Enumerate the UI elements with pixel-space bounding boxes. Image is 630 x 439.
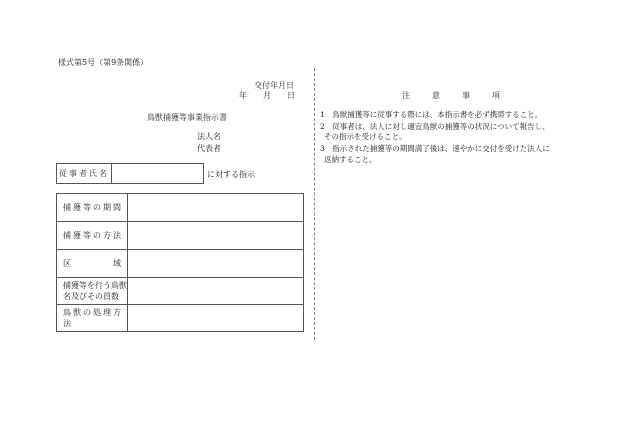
method-label: 捕獲等の方法 [57, 222, 128, 249]
species-label-line2: 名及びその員数 [63, 292, 119, 301]
worker-name-field[interactable] [112, 164, 203, 183]
species-value[interactable] [128, 278, 303, 304]
table-row-method [57, 222, 303, 250]
notes-title-char: 注 [402, 91, 410, 100]
page-divider [314, 68, 315, 340]
worker-name-box [56, 163, 204, 184]
note-1 [320, 109, 542, 120]
note-3-continuation: 返納すること。 [324, 155, 377, 164]
form-number: 様式第5号（第9条関係） [58, 58, 149, 67]
notes-title-char: 意 [432, 91, 440, 100]
document-title: 鳥獣捕獲等事業指示書 [147, 113, 227, 122]
note-number: 3 [320, 144, 325, 153]
instruction-suffix: に対する指示 [207, 170, 255, 179]
period-label: 捕獲等の期間 [57, 194, 128, 221]
note-text: 鳥獣捕獲等に従事する際には、本指示書を必ず携帯すること。 [332, 110, 543, 119]
note-number: 1 [320, 110, 325, 119]
year-label: 年 [239, 91, 247, 100]
note-3 [320, 143, 550, 154]
method-value[interactable] [128, 222, 303, 249]
notes-title-char: 事 [462, 91, 470, 100]
notes-title [402, 90, 522, 101]
period-value[interactable] [128, 194, 303, 221]
table-row-species [57, 278, 303, 305]
corporation-name-label: 法人名 [197, 132, 221, 141]
disposal-value[interactable] [128, 305, 303, 331]
day-label: 日 [287, 91, 295, 100]
table-row-disposal [57, 305, 303, 331]
instruction-table [56, 193, 304, 332]
note-text: 指示された捕獲等の期間満了後は、速やかに交付を受けた法人に [332, 144, 550, 153]
table-row-area [57, 250, 303, 278]
disposal-label: 鳥獣の処理方法 [57, 305, 128, 331]
area-value[interactable] [128, 250, 303, 277]
month-label: 月 [263, 91, 271, 100]
table-row-period [57, 194, 303, 222]
species-label [57, 278, 128, 304]
area-label: 区 域 [57, 250, 128, 277]
note-number: 2 [320, 122, 325, 131]
notes-title-char: 項 [492, 91, 500, 100]
issue-date-label: 交付年月日 [254, 81, 294, 90]
note-text: 従事者は、法人に対し適宜鳥獣の捕獲等の状況について報告し、 [332, 122, 550, 131]
worker-name-label: 従事者氏名 [57, 164, 112, 183]
note-2-continuation: その指示を受けること。 [324, 132, 407, 141]
representative-label: 代表者 [197, 144, 221, 153]
species-label-line1: 捕獲等を行う鳥獣 [63, 281, 127, 290]
